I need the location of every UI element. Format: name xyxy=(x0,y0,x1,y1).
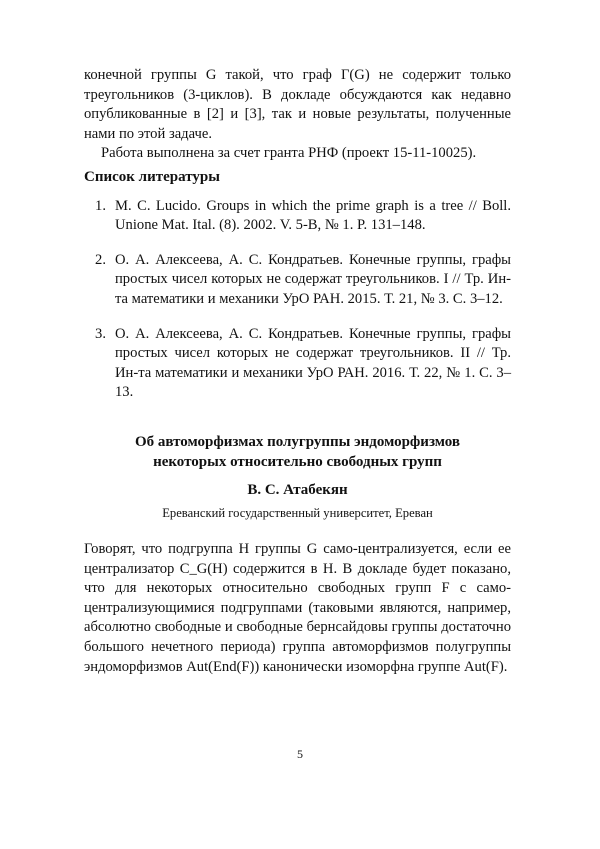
reference-number: 2. xyxy=(95,251,106,268)
article-author: В. С. Атабекян xyxy=(247,481,348,498)
reference-text: О. А. Алексеева, А. С. Кондратьев. Конечные группы, графы простых чисел которых не содержат треугольников. I // Тр. Ин-та математики и механики УрО РАН. 2015. Т. 21, № 3. С. 3–12. xyxy=(115,251,511,307)
article-title-line-1: Об автоморфизмах полугруппы эндоморфизмов xyxy=(134,433,461,450)
page-number: 5 xyxy=(297,747,303,761)
reference-number: 3. xyxy=(95,325,106,342)
reference-list xyxy=(84,197,511,403)
reference-item xyxy=(84,251,511,310)
reference-text: О. А. Алексеева, А. С. Кондратьев. Конечные группы, графы простых чисел которых не содержат треугольников. II // Тр. Ин-та математики и механики УрО РАН. 2016. Т. 22, № 1. С. 3–13. xyxy=(115,325,511,401)
reference-number: 1. xyxy=(95,197,106,214)
article-title xyxy=(84,432,511,472)
article-affiliation: Ереванский государственный университет, Ереван xyxy=(162,505,433,520)
funding-note: Работа выполнена за счет гранта РНФ (проект 15-11-10025). xyxy=(101,145,477,162)
reference-item xyxy=(84,197,511,236)
bibliography-heading: Список литературы xyxy=(84,168,220,185)
reference-text: M. C. Lucido. Groups in which the prime graph is a tree // Boll. Unione Mat. Ital. (8). 2002. V. 5-B, № 1. P. 131–148. xyxy=(115,197,511,234)
reference-item xyxy=(84,325,511,403)
intro-paragraph: конечной группы G такой, что граф Γ(G) не содержит только треугольников (3-циклов). В докладе обсуждаются как недавно опубликованные в [2] и [3], так и новые результаты, полученные нами по этой задаче. xyxy=(84,67,511,142)
page-content xyxy=(84,66,511,677)
article-abstract: Говорят, что подгруппа H группы G само-централизуется, если ее централизатор C_G(H) содержится в H. В докладе будет показано, что для некоторых относительно свободных групп F с само-централизующимися подгруппами (таковыми являются, например, абсолютно свободные и свободные бернсайдовы группы достаточно большого нечетного периода) группа автоморфизмов полугруппы эндоморфизмов Aut(End(F)) канонически изоморфна группе Aut(F). xyxy=(84,541,511,675)
article-title-line-2: некоторых относительно свободных групп xyxy=(153,453,442,470)
